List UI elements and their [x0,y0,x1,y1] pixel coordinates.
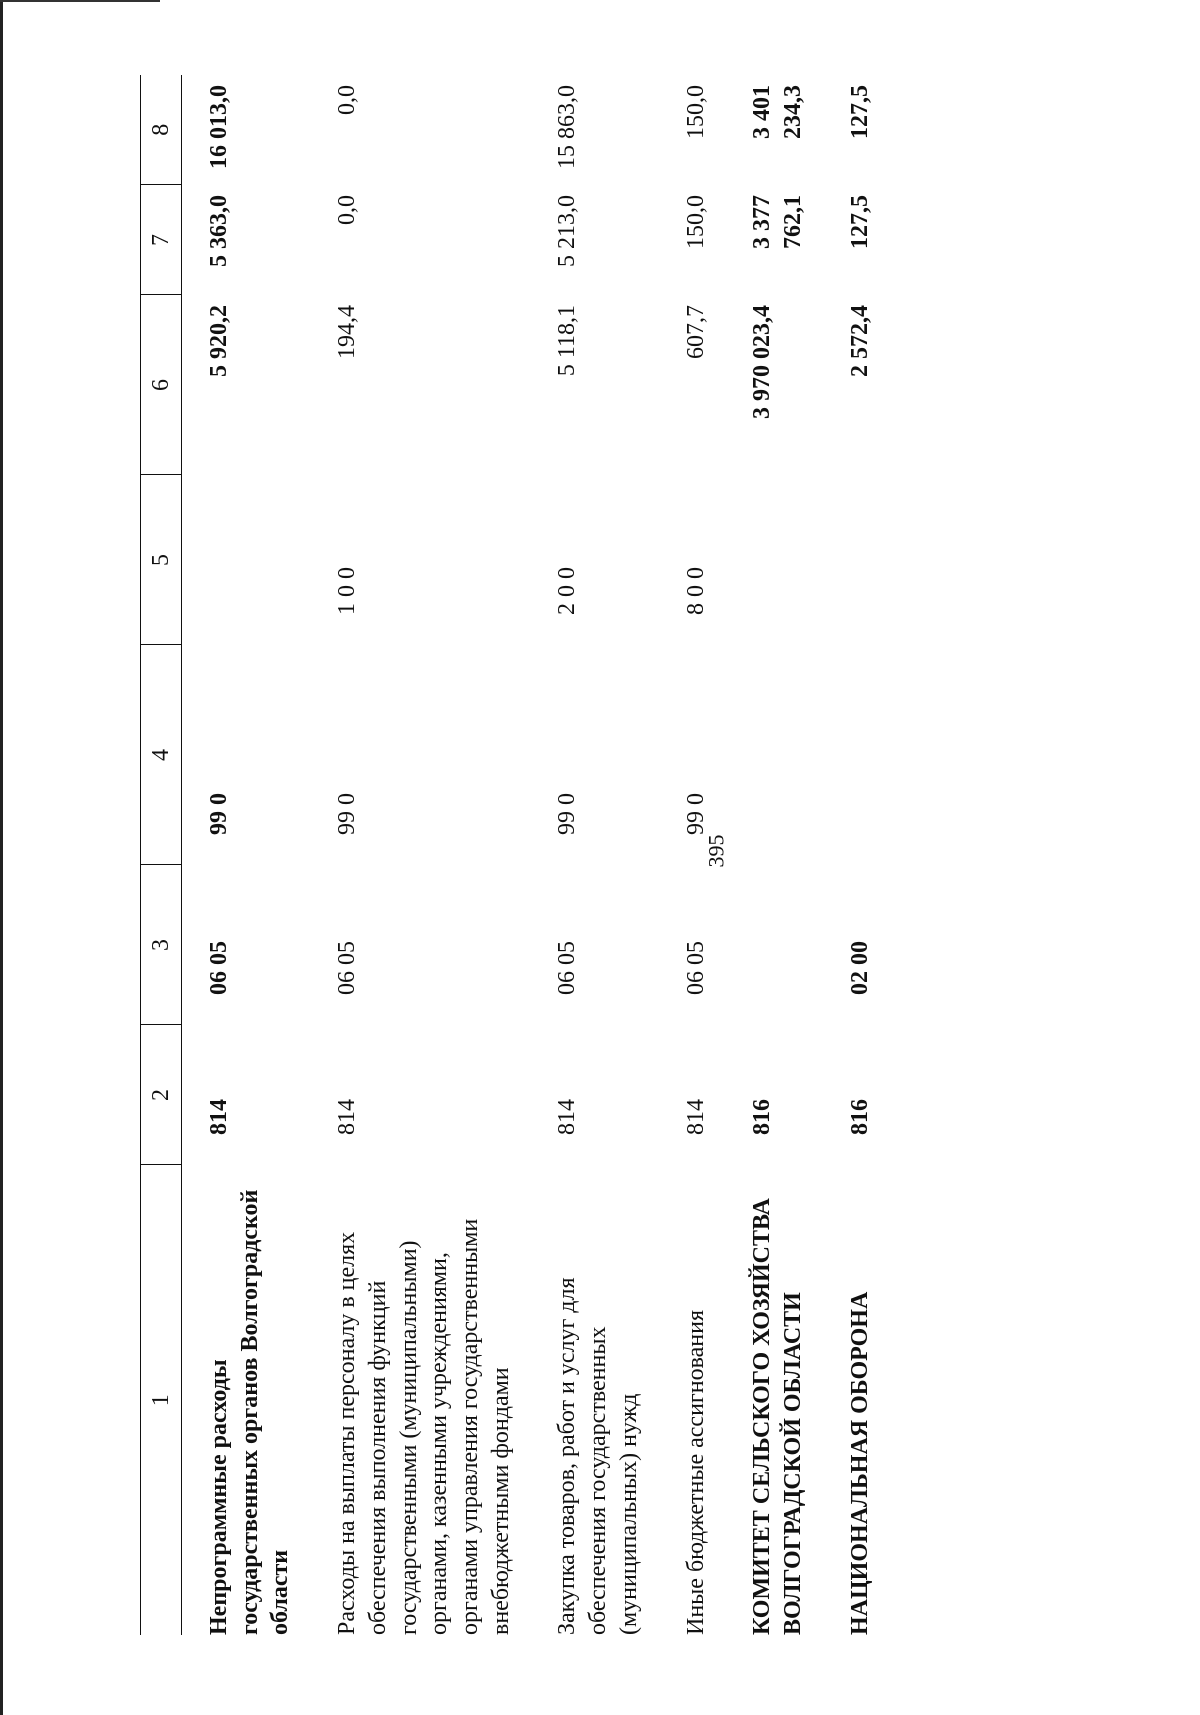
row-name: Иные бюджетные ассигнования [682,1310,709,1635]
table-row [725,75,822,1635]
row-name: Расходы на выплаты персоналу в целях обеспечения выполнения функций государственными (муниципальными) органами, казенными учреждениями, органами управления государственными внебюджетными фондами [334,1218,514,1635]
cell-amount-3: 16 013,0 [206,85,232,169]
cell-section: 06 05 [206,941,232,995]
cell-expense-type [182,475,311,645]
cell-target [725,645,822,865]
cell-amount-1: 5 118,1 [554,305,581,377]
cell-expense-type [725,475,822,645]
row-name: НАЦИОНАЛЬНАЯ ОБОРОНА [846,1291,873,1635]
budget-table [140,75,890,1635]
cell-amount-1: 194,4 [334,305,361,359]
cell-ministry: 814 [334,1099,361,1135]
cell-section [725,865,822,1025]
cell-target: 99 0 [206,793,232,835]
cell-expense-type: 8 0 0 [682,567,709,615]
cell-amount-1: 607,7 [682,305,709,359]
column-header: 7 [141,185,182,295]
row-name: Закупка товаров, работ и услуг для обеспечения государственных (муниципальных) нужд [554,1277,642,1635]
column-header: 3 [141,865,182,1025]
cell-expense-type: 2 0 0 [554,567,581,615]
table-row [823,75,890,1635]
cell-amount-3: 15 863,0 [554,85,581,169]
cell-amount-3: 150,0 [682,85,709,139]
column-header: 1 [141,1165,182,1635]
row-name: Непрограммные расходы государственных органов Волгоградской области [206,1189,294,1635]
column-header: 6 [141,295,182,475]
table-row [182,75,311,1635]
cell-section: 02 00 [846,941,873,995]
column-number-row [141,75,182,1635]
scan-edge [0,0,3,1715]
cell-section: 06 05 [554,941,581,995]
cell-amount-2: 3 377 762,1 [749,195,807,249]
cell-target: 99 0 [554,793,581,835]
cell-section: 06 05 [334,941,361,995]
scan-top-mark [0,0,160,2]
row-name: КОМИТЕТ СЕЛЬСКОГО ХОЗЯЙСТВА ВОЛГОГРАДСКОЙ ОБЛАСТИ [749,1198,807,1635]
cell-amount-1: 2 572,4 [846,305,873,377]
column-header: 2 [141,1025,182,1165]
cell-ministry: 814 [554,1099,581,1135]
cell-ministry: 814 [682,1099,709,1135]
rotated-table-container [140,75,1050,1635]
table-row [310,75,530,1635]
cell-section: 06 05 [682,941,709,995]
cell-target: 99 0 [334,793,361,835]
cell-amount-2: 5 363,0 [206,195,232,267]
column-header: 8 [141,75,182,185]
cell-expense-type [823,475,890,645]
column-header: 5 [141,475,182,645]
cell-amount-1: 5 920,2 [206,305,232,377]
cell-amount-2: 0,0 [334,195,361,225]
cell-amount-3: 127,5 [846,85,873,139]
column-header: 4 [141,645,182,865]
cell-amount-2: 150,0 [682,195,709,249]
cell-ministry: 814 [206,1099,232,1135]
cell-ministry: 816 [749,1099,776,1135]
cell-ministry: 816 [846,1099,873,1135]
cell-amount-1: 3 970 023,4 [749,305,776,419]
table-row [530,75,658,1635]
cell-expense-type: 1 0 0 [334,567,361,615]
cell-amount-2: 127,5 [846,195,873,249]
cell-amount-3: 0,0 [334,85,361,115]
cell-amount-2: 5 213,0 [554,195,581,267]
cell-target [823,645,890,865]
cell-target: 99 0 [682,793,709,835]
cell-amount-3: 3 401 234,3 [749,85,807,139]
page-number: 395 [703,834,729,868]
table-row [659,75,726,1635]
